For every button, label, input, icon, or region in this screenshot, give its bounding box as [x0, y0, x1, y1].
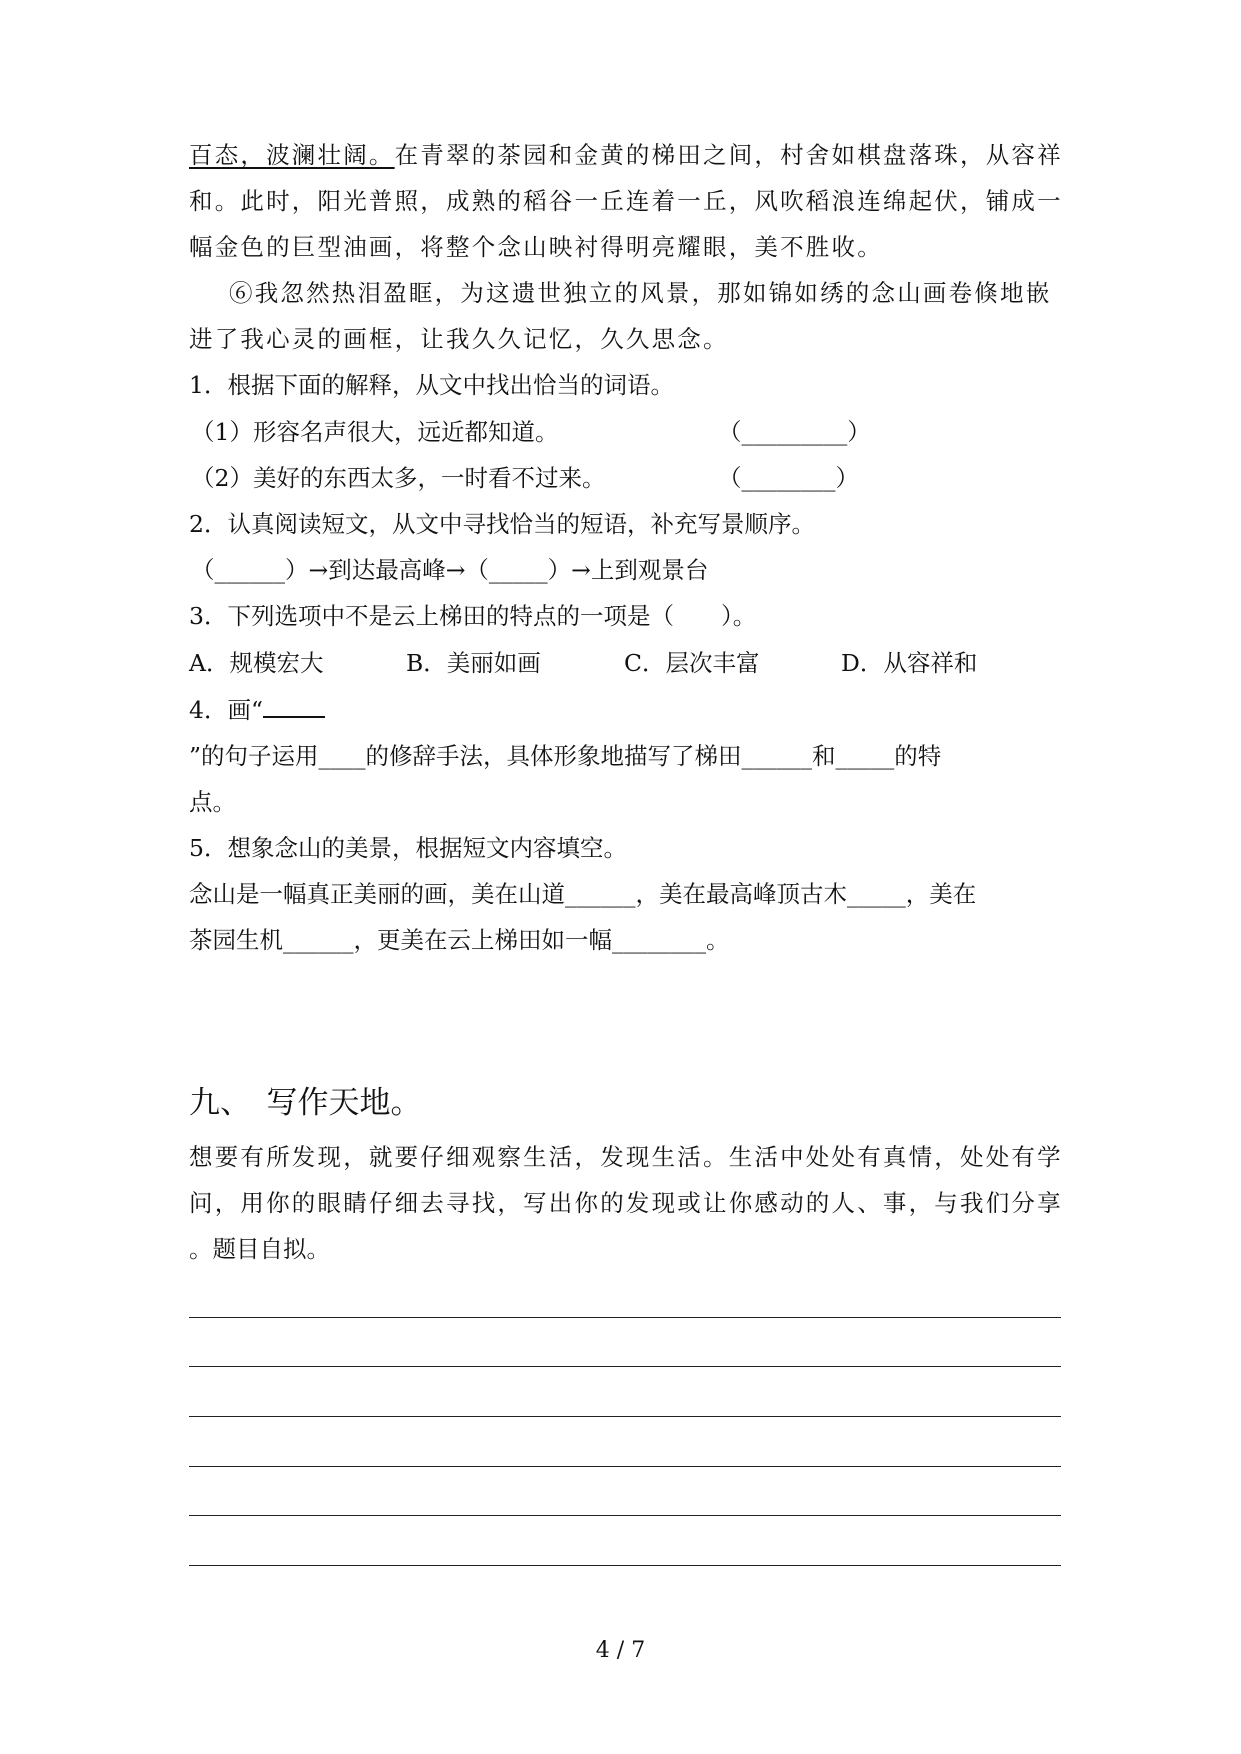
- writing-line[interactable]: [189, 1515, 1061, 1516]
- question-1-item-1-blank[interactable]: （_________）: [718, 418, 871, 446]
- question-4-underline-blank[interactable]: [263, 694, 325, 718]
- page-number: 4 / 7: [595, 1638, 646, 1663]
- question-1-item-2-blank[interactable]: （________）: [718, 464, 859, 492]
- question-1: 1．根据下面的解释，从文中找出恰当的词语。: [189, 371, 674, 399]
- option-b[interactable]: B．美丽如画: [406, 649, 541, 677]
- paragraph-6-line-2: 进了我心灵的画框，让我久久记忆，久久思念。: [189, 325, 729, 353]
- option-c[interactable]: C．层次丰富: [624, 649, 760, 677]
- question-5-line-1[interactable]: 念山是一幅真正美丽的画，美在山道______，美在最高峰顶古木_____，美在: [189, 880, 977, 908]
- writing-line[interactable]: [189, 1416, 1061, 1417]
- passage-line-2: 和。此时，阳光普照，成熟的稻谷一丘连着一丘，风吹稻浪连绵起伏，铺成一: [189, 187, 1063, 215]
- option-d[interactable]: D．从容祥和: [841, 649, 978, 677]
- paragraph-6-line-1: ⑥我忽然热泪盈眶，为这遗世独立的风景，那如锦如绣的念山画卷倏地嵌: [229, 279, 1052, 307]
- writing-prompt-line-2: 问，用你的眼睛仔细去寻找，写出你的发现或让你感动的人、事，与我们分享: [189, 1189, 1063, 1217]
- question-4-line-2[interactable]: ”的句子运用____的修辞手法，具体形象地描写了梯田______和_____的特: [189, 742, 942, 770]
- passage-line-1: [189, 140, 1063, 170]
- question-2-sequence[interactable]: （______）→到达最高峰→（_____）→上到观景台: [191, 556, 709, 584]
- passage-line-1-rest: 在青翠的茶园和金黄的梯田之间，村舍如棋盘落珠，从容祥: [394, 141, 1063, 169]
- question-3: 3．下列选项中不是云上梯田的特点的一项是（ ）。: [189, 602, 757, 630]
- question-2: 2．认真阅读短文，从文中寻找恰当的短语，补充写景顺序。: [189, 510, 815, 538]
- underlined-sentence: 百态，波澜壮阔。: [189, 141, 395, 169]
- writing-line[interactable]: [189, 1317, 1061, 1318]
- question-5: 5．想象念山的美景，根据短文内容填空。: [189, 834, 627, 862]
- writing-prompt-line-3: 。题目自拟。: [189, 1235, 330, 1263]
- question-1-item-1: （1）形容名声很大，远近都知道。: [191, 418, 559, 446]
- question-4-line-3: 点。: [189, 788, 236, 816]
- writing-line[interactable]: [189, 1466, 1061, 1467]
- writing-line[interactable]: [189, 1366, 1061, 1367]
- question-1-item-2: （2）美好的东西太多，一时看不过来。: [191, 464, 606, 492]
- writing-prompt-line-1: 想要有所发现，就要仔细观察生活，发现生活。生活中处处有真情，处处有学: [189, 1143, 1063, 1171]
- option-a[interactable]: A．规模宏大: [189, 649, 324, 677]
- question-5-line-2[interactable]: 茶园生机______，更美在云上梯田如一幅________。: [189, 926, 730, 954]
- writing-line[interactable]: [189, 1565, 1061, 1566]
- writing-section-heading: 九、 写作天地。: [189, 1085, 422, 1121]
- question-4-start: 4．画“: [189, 696, 263, 724]
- question-4-line-1: [189, 694, 325, 725]
- passage-line-3: 幅金色的巨型油画，将整个念山映衬得明亮耀眼，美不胜收。: [189, 233, 883, 261]
